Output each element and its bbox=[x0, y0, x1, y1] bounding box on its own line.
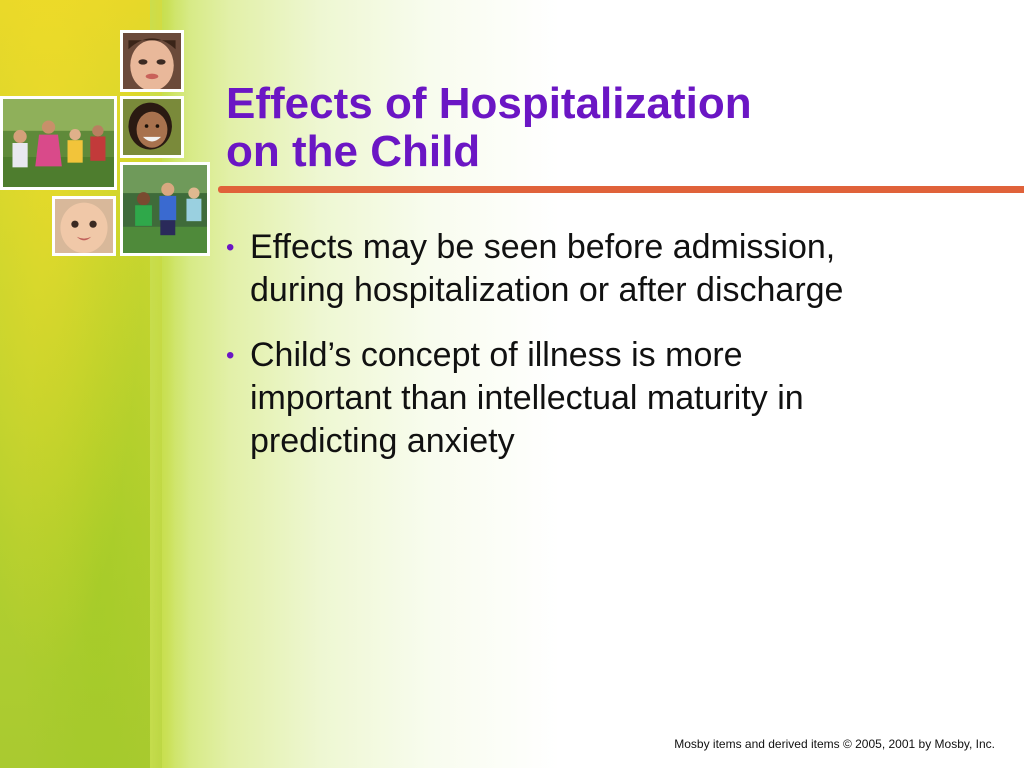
children-playing-photo bbox=[120, 162, 210, 256]
bullet-line: important than intellectual maturity in bbox=[250, 379, 804, 417]
slide-title-line-1: Effects of Hospitalization bbox=[226, 79, 752, 128]
bullet-line: Child’s concept of illness is more bbox=[250, 336, 743, 374]
bullet-dot-icon: • bbox=[226, 342, 235, 369]
child-face-photo bbox=[120, 30, 184, 92]
children-group-photo bbox=[0, 96, 117, 190]
baby-face-photo bbox=[52, 196, 116, 256]
bullet-dot-icon: • bbox=[226, 234, 235, 261]
bullet-list bbox=[226, 226, 986, 485]
smiling-woman-photo bbox=[120, 96, 184, 158]
slide-title bbox=[226, 80, 986, 176]
bullet-item bbox=[226, 334, 986, 463]
copyright-footer: Mosby items and derived items © 2005, 2001 by Mosby, Inc. bbox=[674, 737, 995, 751]
bullet-item bbox=[226, 226, 986, 312]
bullet-line: predicting anxiety bbox=[250, 422, 515, 460]
slide-title-line-2: on the Child bbox=[226, 127, 481, 176]
title-divider bbox=[218, 186, 1024, 193]
bullet-line: during hospitalization or after discharge bbox=[250, 271, 844, 309]
bullet-line: Effects may be seen before admission, bbox=[250, 228, 836, 266]
